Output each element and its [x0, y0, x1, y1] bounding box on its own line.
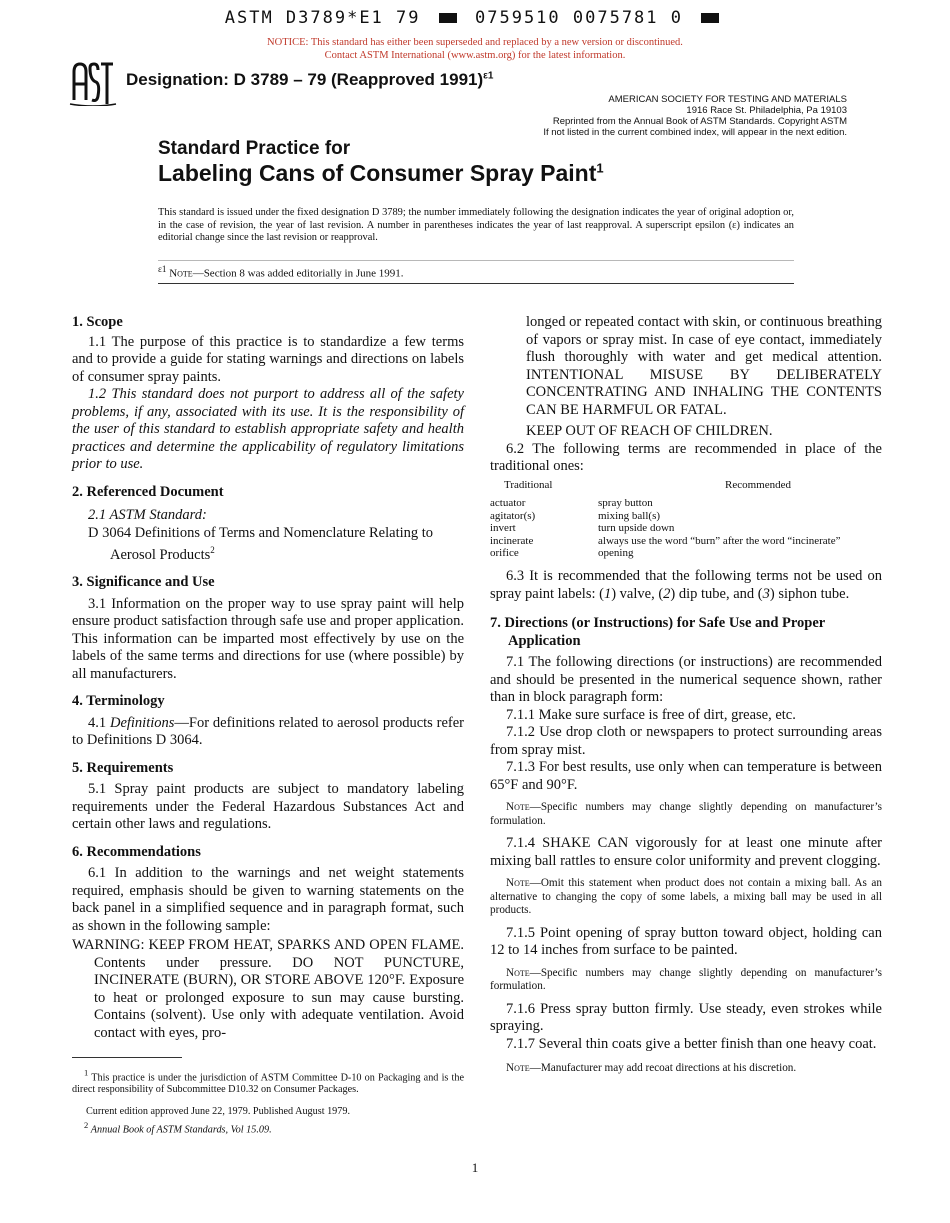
traditional-term: actuator: [490, 497, 526, 510]
epsilon-note: [158, 264, 403, 280]
table-row: [490, 522, 882, 535]
epsilon-superscript: ε1: [158, 264, 167, 274]
note-4: [490, 1062, 882, 1076]
right-column: [490, 314, 882, 1076]
traditional-term: agitator(s): [490, 509, 536, 522]
footnote-1: [72, 1067, 464, 1096]
paragraph-4-1: [72, 715, 464, 750]
paragraph-4-1-text: —For definitions related to aerosol products refer to Definitions D 3064.: [72, 714, 464, 749]
table-row: [490, 510, 882, 523]
note-label: Note: [506, 1062, 530, 1075]
terms-table-header: [490, 479, 882, 492]
paragraph-7-1-4: 7.1.4 SHAKE CAN vigorously for at least one minute after mixing ball rattles to ensure color uniformity and prevent clogging.: [490, 835, 882, 869]
paragraph-7-1: 7.1 The following directions (or instructions) are recommended and should be presented in the numerical sequence shown, rather than in block paragraph form:: [490, 654, 882, 706]
paragraph-6-3-part: 6.3 It is recommended that the following terms not be used on spray paint labels: (: [490, 568, 882, 602]
society-block: [543, 94, 847, 138]
title-line-1: Standard Practice for: [158, 138, 351, 159]
section-heading-terminology: 4. Terminology: [72, 693, 165, 710]
paragraph-7-1-5: 7.1.5 Point opening of spray button toward object, holding can 12 to 14 inches from surface to be painted.: [490, 924, 882, 959]
footnote-2-text: Annual Book of ASTM Standards, Vol 15.09.: [90, 1124, 272, 1136]
item-number: 2: [663, 585, 671, 602]
designation: [126, 70, 493, 90]
table-row: [490, 547, 882, 560]
item-number: 1: [603, 585, 612, 602]
section-heading-requirements: 5. Requirements: [72, 759, 174, 776]
left-column: [72, 314, 464, 1042]
epsilon-note-text: —Section 8 was added editorially in June 1991.: [192, 267, 404, 280]
reference-superscript: 2: [210, 545, 215, 555]
paragraph-7-1-2: 7.1.2 Use drop cloth or newspapers to protect surrounding areas from spray mist.: [490, 724, 882, 758]
designation-text: Designation: D 3789 – 79 (Reapproved 1991): [126, 70, 484, 89]
paragraph-6-3-part: ) dip tube, and (: [670, 585, 763, 602]
paragraph-4-1-term: Definitions: [109, 714, 175, 731]
paragraph-2-1: 2.1 ASTM Standard:: [88, 507, 207, 523]
warning-continuation: longed or repeated contact with skin, or continuous breathing of vapors or spray mist. In case of eye contact, immediately flush thoroughly with water and get medical attention. INTENTIONAL MISUSE BY DELIBERATELY CONCENTRATING AND INHALING THE CONTENTS CAN BE HARMFUL OR FATAL.: [526, 314, 882, 418]
section-heading-directions: 7. Directions (or Instructions) for Safe Use and Proper Application: [490, 615, 825, 649]
black-mark: [701, 13, 719, 23]
footnote-2: [72, 1119, 476, 1136]
paragraph-1-1: 1.1 The purpose of this practice is to standardize a few terms and to provide a guide for stating warnings and directions on labels of consumer spray paints.: [72, 333, 464, 385]
note-label: Note: [169, 267, 193, 280]
note-1: [490, 801, 882, 828]
traditional-term: orifice: [490, 547, 519, 560]
table-row: [490, 497, 882, 510]
paragraph-3-1: 3.1 Information on the proper way to use spray paint will help ensure product satisfaction through safe use and proper application. This information can be imparted most effectively by use on the labels of the same terms and directions for use (where possible) by all manufacturers.: [72, 595, 464, 682]
terms-table: [490, 479, 882, 561]
note-4-text: —Manufacturer may add recoat directions at his discretion.: [529, 1062, 797, 1075]
paragraph-4-1-number: 4.1: [88, 714, 110, 731]
footnote-1-marker: 1: [84, 1068, 89, 1078]
footnote-1-text: This practice is under the jurisdiction of ASTM Committee D-10 on Packaging and is the direct responsibility of Subcommittee D10.32 on Consumer Packages.: [72, 1072, 464, 1096]
section-heading-recommendations: 6. Recommendations: [72, 843, 201, 860]
note-2-text: —Omit this statement when product does not contain a mixing ball. As an alternative to changing the copy of some labels, a mixing ball may be used in all products.: [490, 877, 882, 917]
divider: [158, 283, 794, 284]
society-index-note: If not listed in the current combined index, will appear in the next edition.: [543, 127, 847, 138]
paragraph-6-3-part: ) valve, (: [611, 585, 664, 602]
note-2: [490, 877, 882, 918]
reference-text: D 3064 Definitions of Terms and Nomenclature Relating to Aerosol Products: [88, 524, 434, 563]
recommended-term: turn upside down: [598, 522, 675, 535]
paragraph-7-1-1: 7.1.1 Make sure surface is free of dirt, grease, etc.: [506, 706, 796, 723]
traditional-term: incinerate: [490, 534, 534, 547]
society-address: 1916 Race St. Philadelphia, Pa 19103: [686, 105, 847, 116]
title-text: Labeling Cans of Consumer Spray Paint: [158, 160, 597, 186]
recommended-term: mixing ball(s): [598, 509, 661, 522]
paragraph-6-2: 6.2 The following terms are recommended in place of the traditional ones:: [490, 440, 882, 474]
paragraph-7-1-7: 7.1.7 Several thin coats give a better finish than one heavy coat.: [506, 1035, 877, 1052]
section-heading-significance: 3. Significance and Use: [72, 574, 215, 591]
preamble: This standard is issued under the fixed designation D 3789; the number immediately following the designation indicates the year of original adoption or, in the case of revision, the year of last revision. A number in parentheses indicates the year of last reapproval. A superscript epsilon (ε) indicates an editorial change since the last revision or reapproval.: [158, 207, 794, 243]
note-3-text: —Specific numbers may change slightly depending on manufacturer’s formulation.: [490, 966, 882, 993]
title-superscript: 1: [596, 160, 604, 176]
document-code-right: 0759510 0075781 0: [475, 8, 683, 28]
reference-d3064: [72, 525, 464, 565]
table-row: [490, 535, 882, 548]
title-line-2: [158, 160, 604, 187]
item-number: 3: [762, 585, 770, 602]
warning-sample: WARNING: KEEP FROM HEAT, SPARKS AND OPEN FLAME. Contents under pressure. DO NOT PUNCTURE, INCINERATE (BURN), OR STORE ABOVE 120°F. Exposure to heat or prolonged exposure to sun may cause bursting. Contains (solvent). Use only with adequate ventilation. Avoid contact with eyes, pro-: [72, 937, 464, 1041]
black-mark: [439, 13, 457, 23]
note-label: Note: [506, 801, 530, 814]
paragraph-6-3-part: ) siphon tube.: [769, 585, 850, 602]
footnote-1b: Current edition approved June 22, 1979. Published August 1979.: [86, 1106, 351, 1117]
paragraph-5-1: 5.1 Spray paint products are subject to mandatory labeling requirements under the Federal Hazardous Substances Act and certain other laws and regulations.: [72, 781, 464, 833]
section-heading-referenced-document: 2. Referenced Document: [72, 483, 224, 500]
society-name: AMERICAN SOCIETY FOR TESTING AND MATERIALS: [608, 94, 847, 105]
document-code-line: [0, 8, 950, 28]
paragraph-6-1: 6.1 In addition to the warnings and net weight statements required, emphasis should be given to warning statements on the back panel in a simplified sequence and in paragraph format, such as shown in the following sample:: [72, 865, 464, 934]
recommended-term: always use the word “burn” after the word “incinerate”: [598, 534, 841, 547]
recommended-term: spray button: [598, 497, 653, 510]
society-reprint: Reprinted from the Annual Book of ASTM Standards. Copyright ASTM: [552, 116, 847, 127]
notice-line-2: Contact ASTM International (www.astm.org) for the latest information.: [324, 50, 626, 61]
page-number: 1: [471, 1160, 479, 1175]
section-heading-scope: 1. Scope: [72, 314, 123, 330]
keep-out-statement: KEEP OUT OF REACH OF CHILDREN.: [526, 423, 773, 439]
divider: [158, 260, 794, 261]
traditional-term: invert: [490, 522, 516, 535]
notice-line-1: NOTICE: This standard has either been superseded and replaced by a new version or discontinued.: [267, 37, 683, 48]
note-3: [490, 967, 882, 994]
table-header-recommended: Recommended: [725, 478, 791, 491]
paragraph-7-1-3: 7.1.3 For best results, use only when can temperature is between 65°F and 90°F.: [490, 759, 882, 793]
designation-superscript: ε1: [483, 70, 494, 82]
terms-table-body: [490, 497, 882, 560]
recommended-term: opening: [598, 547, 634, 560]
document-code-left: ASTM D3789*E1 79: [224, 8, 421, 28]
note-label: Note: [506, 966, 530, 979]
footnote-2-marker: 2: [84, 1120, 89, 1130]
paragraph-7-1-6: 7.1.6 Press spray button firmly. Use steady, even strokes while spraying.: [490, 1000, 882, 1035]
paragraph-1-2: 1.2 This standard does not purport to address all of the safety problems, if any, associated with its use. It is the responsibility of the user of this standard to establish appropriate safety and health practices and determine the applicability of regulatory limitations prior to use.: [72, 386, 464, 472]
paragraph-6-3: [490, 568, 882, 603]
astm-logo: [68, 60, 118, 106]
note-label: Note: [506, 877, 530, 890]
note-1-text: —Specific numbers may change slightly depending on manufacturer’s formulation.: [490, 801, 882, 827]
table-header-traditional: Traditional: [504, 478, 553, 491]
footnote-rule: [72, 1057, 182, 1058]
